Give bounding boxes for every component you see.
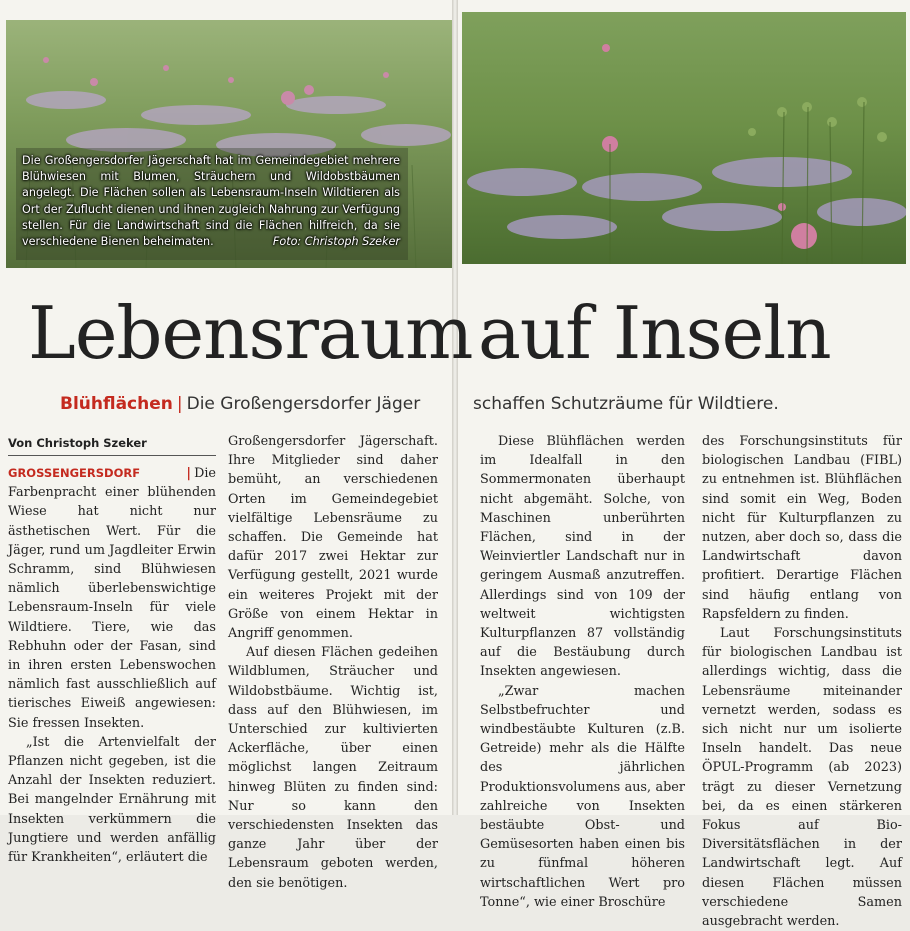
article-column-4 bbox=[702, 432, 902, 931]
paragraph: Großengersdorfer Jägerschaft. Ihre Mitglieder sind daher bemüht, an verschiedenen Orten im Gemeindegebiet vielfältige Lebensräume zu schaffen. Die Gemeinde hat dafür 2017 zwei Hektar zur Verfügung gestellt, 2021 wurde ein weiteres Projekt mit der Größe von einem Hektar in Angriff genommen. bbox=[228, 434, 438, 642]
paragraph: Laut Forschungsinstituts für biologischen Landbau ist allerdings wichtig, dass die Lebensräume miteinander vernetzt werden, sodass es sich nicht nur um isolierte Inseln handelt. Das neue ÖPUL-Programm (ab 2023) trägt zu dieser Vernetzung bei, da es einen stärkeren Fokus auf Bio-Diversitätsflächen in der Landwirtschaft legt. Auf diesen Flächen müssen verschiedene Samen ausgebracht werden. bbox=[702, 626, 902, 930]
paragraph: Die Farbenpracht einer blühenden Wiese hat nicht nur ästhetischen Wert. Für die Jäger, rund um Jagdleiter Erwin Schramm, sind Blühwiesen nämlich überlebenswichtige Lebensraum-Inseln für viele Wildtiere. Tiere, wie das Rebhuhn oder der Fasan, sind in ihren ersten Lebenswochen nämlich fast ausschließlich auf tierisches Eiweiß angewiesen: Sie fressen Insekten. bbox=[8, 466, 216, 731]
subheadline-keyword: Blühflächen bbox=[60, 394, 173, 414]
article-column-3 bbox=[480, 432, 685, 912]
headline-part-right: auf Inseln bbox=[478, 291, 831, 375]
subheadline-separator: | bbox=[176, 394, 183, 414]
headline-part-left: Lebensraum bbox=[28, 291, 473, 375]
meadow-photo-right bbox=[462, 12, 906, 264]
paragraph: „Zwar machen Selbstbefruchter und windbestäubte Kulturen (z.B. Getreide) mehr als die Hälfte des jährlichen Produktionsvolumens aus, aber zahlreiche von Insekten bestäubte Obst- und Gemüsesorten haben einen bis zu fünfmal höheren wirtschaftlichen Wert pro Tonne“, wie einer Broschüre bbox=[480, 683, 685, 910]
byline-rule bbox=[8, 455, 216, 456]
paragraph: Auf diesen Flächen gedeihen Wildblumen, Sträucher und Wildobstbäume. Wichtig ist, dass auf den Blühwiesen, im Unterschied zur kultivierten Ackerfläche, über einen möglichst langen Zeitraum hinweg Blüten zu finden sind: Nur so kann den verschiedensten Insekten das ganze Jahr über der Lebensraum geboten werden, den sie benötigen. bbox=[228, 645, 438, 891]
photo-caption bbox=[22, 153, 400, 250]
caption-text: Die Großengersdorfer Jägerschaft hat im Gemeindegebiet mehrere Blühwiesen mit Blumen, Sträuchern und Wildobstbäumen angelegt. Die Flächen sollen als Lebensraum-Inseln Wildtieren als Ort der Zuflucht dienen und ihnen zugleich Nahrung zur Verfügung stellen. Für die Landwirtschaft sind die Flächen hilfreich, da sie verschiedene Bienen beheimaten. bbox=[22, 154, 400, 249]
subheadline-left bbox=[60, 394, 420, 414]
paragraph: Diese Blühflächen werden im Idealfall in den Sommermonaten überhaupt nicht abgemäht. Solche, von Maschinen unberührten Flächen, sind in der Weinviertler Landschaft nur in geringem Ausmaß anzutreffen. Allerdings sind von 109 der weltweit wichtigsten Kulturpflanzen 87 vollständig auf die Bestäubung durch Insekten angewiesen. bbox=[480, 434, 685, 680]
paragraph: des Forschungsinstituts für biologischen Landbau (FIBL) zu entnehmen ist. Blühflächen sind somit ein Weg, Boden nicht für Kulturpflanzen zu nutzen, aber doch so, dass die Landwirtschaft davon profitiert. Derartige Flächen sind häufig entlang von Rapsfeldern zu finden. bbox=[702, 434, 902, 622]
byline: Von Christoph Szeker bbox=[8, 436, 147, 450]
article-column-1 bbox=[8, 464, 216, 867]
subheadline-text-left: Die Großengersdorfer Jäger bbox=[186, 394, 421, 414]
dateline: GROSSENGERSDORF bbox=[8, 466, 141, 480]
dateline-separator: | bbox=[186, 466, 192, 481]
photo-credit: Foto: Christoph Szeker bbox=[272, 235, 400, 249]
page-fold bbox=[452, 0, 458, 815]
article-column-2 bbox=[228, 432, 438, 893]
subheadline-right: schaffen Schutzräume für Wildtiere. bbox=[473, 394, 779, 414]
paragraph: „Ist die Artenvielfalt der Pflanzen nicht gegeben, ist die Anzahl der Insekten reduziert. Bei mangelnder Ernährung mit Insekten verkümmern die Jungtiere und werden anfällig für Krankheiten“, erläutert die bbox=[8, 734, 216, 866]
